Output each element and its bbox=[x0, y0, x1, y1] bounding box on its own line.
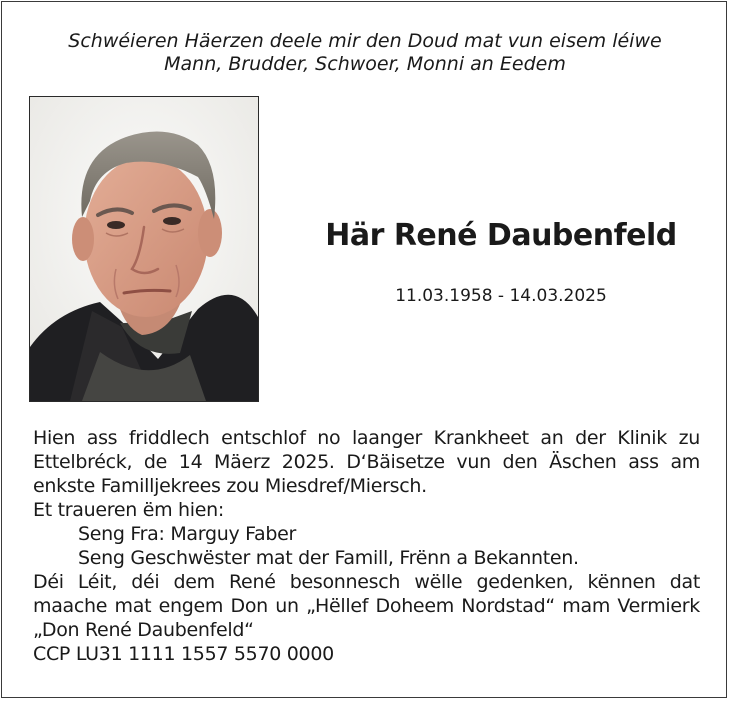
notice-paragraph-2: Déi Léit, déi dem René besonnesch wëlle gedenken, kënnen dat maache mat engem Don un „Hëllef Doheem Nordstad“ mam Vermierk „Don René Daubenfeld“ bbox=[33, 571, 700, 641]
notice-paragraph-1: Hien ass friddlech entschlof no laanger Krankheet an der Klinik zu Ettelbréck, de 14 Mäerz 2025. D‘Bäisetze vun den Äschen ass am enkste Familljekrees zou Miesdref/Miersch. bbox=[33, 427, 700, 497]
intro-line-1: Schwéieren Häerzen deele mir den Doud mat vun eisem léiwe bbox=[68, 30, 662, 52]
portrait-photo bbox=[29, 96, 259, 402]
deceased-name: Här René Daubenfeld bbox=[325, 218, 677, 253]
intro-line-2: Mann, Brudder, Schwoer, Monni an Eedem bbox=[164, 53, 566, 75]
life-dates: 11.03.1958 - 14.03.2025 bbox=[395, 286, 607, 306]
account-number: CCP LU31 1111 1557 5570 0000 bbox=[33, 643, 334, 665]
mourner-line: Seng Geschwëster mat der Famill, Frënn a Bekannten. bbox=[78, 547, 579, 569]
intro-text bbox=[0, 30, 730, 76]
mourners-intro: Et traueren ëm hien: bbox=[33, 499, 224, 521]
mourner-line: Seng Fra: Marguy Faber bbox=[78, 523, 297, 545]
notice-body bbox=[33, 426, 700, 666]
